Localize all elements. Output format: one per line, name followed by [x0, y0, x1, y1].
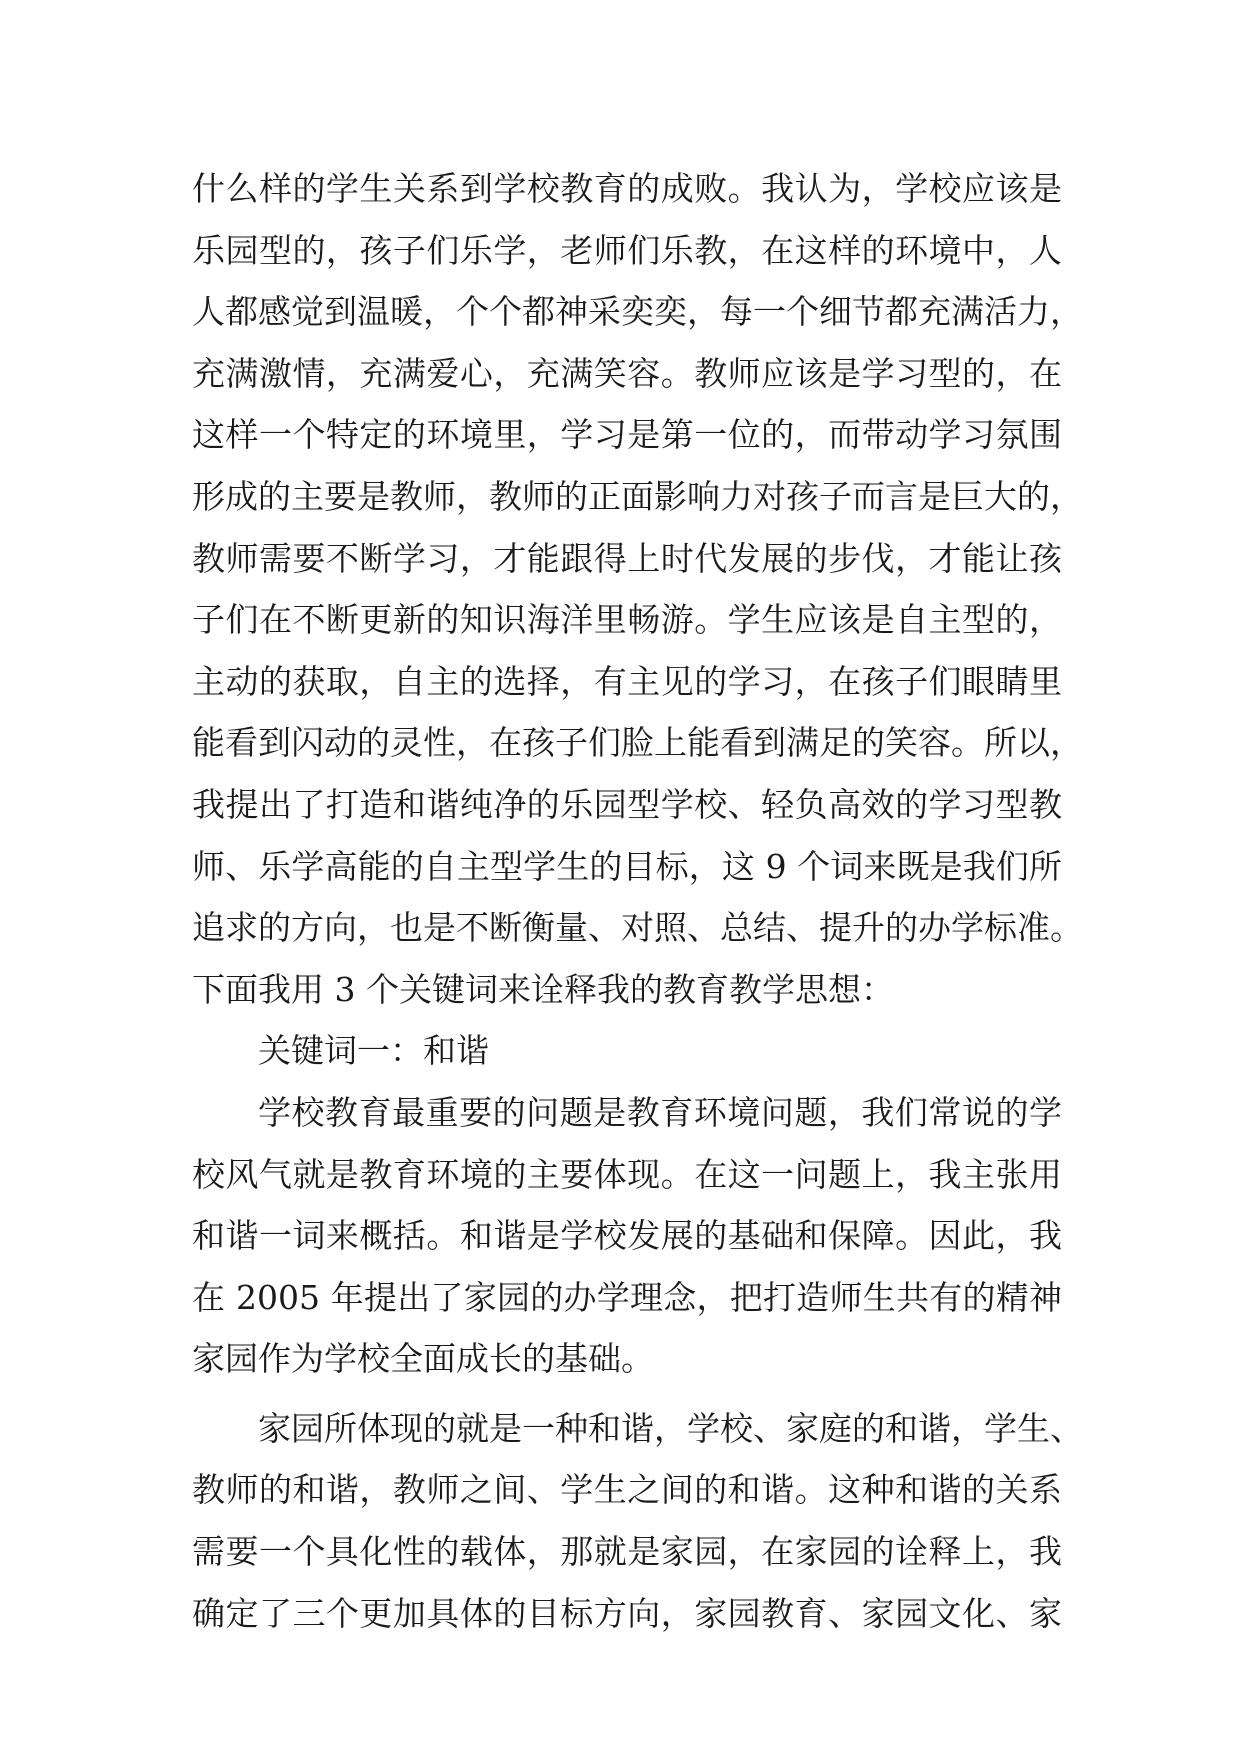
paragraph-line: 学校教育最重要的问题是教育环境问题，我们常说的学: [258, 1092, 1062, 1132]
paragraph-line: 什么样的学生关系到学校教育的成败。我认为，学校应该是: [192, 169, 1062, 208]
paragraph-line: 家园作为学校全面成长的基础。: [192, 1339, 654, 1379]
paragraph-spacer: [192, 1390, 1062, 1398]
paragraph-line: 追求的方向，也是不断衡量、对照、总结、提升的办学标准。: [192, 908, 1083, 948]
paragraph-line: 我提出了打造和谐纯净的乐园型学校、轻负高效的学习型教: [192, 784, 1062, 824]
paragraph-line: 需要一个具化性的载体，那就是家园，在家园的诠释上，我: [192, 1532, 1062, 1572]
paragraph-line: 充满激情，充满爱心，充满笑容。教师应该是学习型的，在: [192, 353, 1062, 393]
paragraph-line: 下面我用 3 个关键词来诠释我的教育教学思想：: [192, 969, 894, 1009]
paragraph-line: 人都感觉到温暖，个个都神采奕奕，每一个细节都充满活力，: [192, 292, 1083, 332]
body-text: [192, 158, 1083, 1644]
paragraph-line: 和谐一词来概括。和谐是学校发展的基础和保障。因此，我: [192, 1216, 1062, 1256]
section-heading: 关键词一：和谐: [258, 1031, 489, 1071]
paragraph-line: 这样一个特定的环境里，学习是第一位的，而带动学习氛围: [192, 415, 1062, 455]
paragraph-3: [192, 1398, 1083, 1644]
paragraph-line: 校风气就是教育环境的主要体现。在这一问题上，我主张用: [192, 1154, 1062, 1194]
paragraph-line: 能看到闪动的灵性，在孩子们脸上能看到满足的笑容。所以，: [192, 723, 1083, 763]
paragraph-line: 乐园型的，孩子们乐学，老师们乐教，在这样的环境中，人: [192, 230, 1062, 270]
paragraph-line: 主动的获取，自主的选择，有主见的学习，在孩子们眼睛里: [192, 661, 1062, 701]
paragraph-line: 家园所体现的就是一种和谐，学校、家庭的和谐，学生、: [258, 1408, 1083, 1448]
paragraph-line: 确定了三个更加具体的目标方向，家园教育、家园文化、家: [192, 1593, 1062, 1633]
paragraph-line: 在 2005 年提出了家园的办学理念，把打造师生共有的精神: [192, 1277, 1062, 1317]
paragraph-line: 师、乐学高能的自主型学生的目标，这 9 个词来既是我们所: [192, 846, 1062, 886]
paragraph-line: 子们在不断更新的知识海洋里畅游。学生应该是自主型的，: [192, 600, 1062, 640]
paragraph-1: [192, 158, 1083, 1020]
paragraph-2: [192, 1082, 1062, 1390]
paragraph-line: 形成的主要是教师，教师的正面影响力对孩子而言是巨大的，: [192, 476, 1083, 516]
paragraph-line: 教师需要不断学习，才能跟得上时代发展的步伐，才能让孩: [192, 538, 1062, 578]
paragraph-line: 教师的和谐，教师之间、学生之间的和谐。这种和谐的关系: [192, 1470, 1062, 1510]
